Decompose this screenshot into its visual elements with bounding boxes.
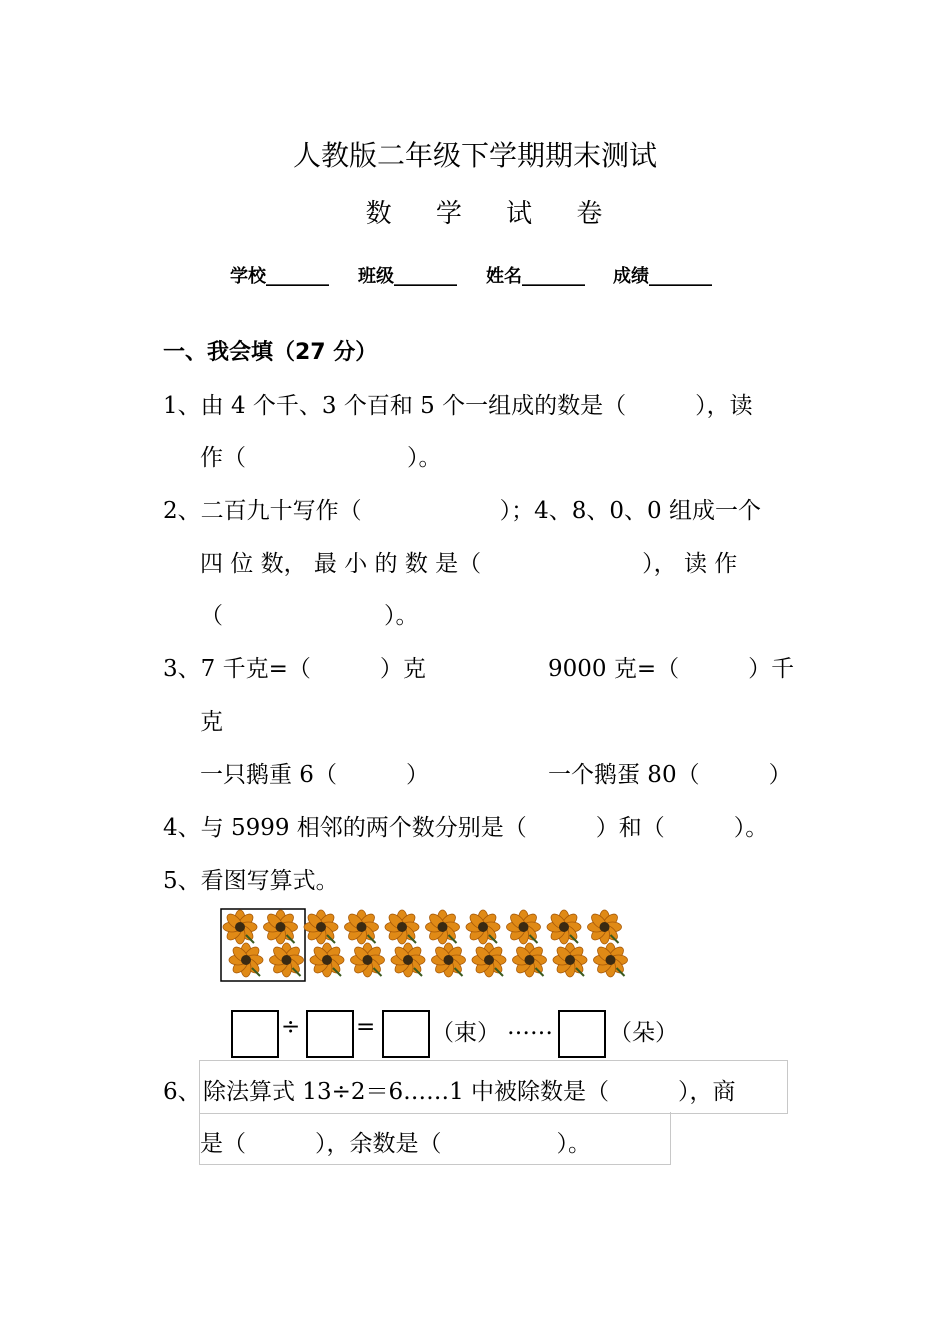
flower-icon <box>466 910 500 944</box>
equals-sign: = <box>356 1014 376 1040</box>
section-heading: 一、我会填（27 分） <box>163 340 378 365</box>
flower-icon <box>432 943 466 977</box>
flower-icon <box>547 910 581 944</box>
flower-icon <box>391 943 425 977</box>
flower-icon <box>304 910 338 944</box>
flower-icon <box>385 910 419 944</box>
flower-icon <box>264 910 298 944</box>
answer-box-divisor[interactable] <box>306 1010 354 1058</box>
question-3-part-b-cont: 克 <box>200 709 223 735</box>
question-2-line-3: （ ）。 <box>200 603 419 629</box>
question-4: 4、与 5999 相邻的两个数分别是（ ）和（ ）。 <box>163 815 769 841</box>
flower-icon <box>223 910 257 944</box>
flower-icon <box>513 943 547 977</box>
class-field[interactable]: 班级_______ <box>358 266 457 287</box>
flower-icon <box>472 943 506 977</box>
answer-box-remainder[interactable] <box>558 1010 606 1058</box>
flower-picture <box>220 908 680 984</box>
unit-flower-label: （朵） <box>609 1020 678 1046</box>
flower-icon <box>345 910 379 944</box>
division-sign: ÷ <box>281 1014 301 1040</box>
question-5: 5、看图写算式。 <box>163 868 339 894</box>
flower-icon <box>588 910 622 944</box>
school-field[interactable]: 学校_______ <box>230 266 329 287</box>
question-2-line-2: 四 位 数， 最 小 的 数 是（ ）， 读 作 <box>200 551 738 577</box>
question-6-number: 6、 <box>163 1079 201 1105</box>
question-6-line-1: 除法算式 13÷2＝6……1 中被除数是（ ），商 <box>203 1079 736 1105</box>
question-6-line-2: 是（ ），余数是（ ）。 <box>200 1131 591 1157</box>
answer-box-quotient[interactable] <box>382 1010 430 1058</box>
flower-icon <box>229 943 263 977</box>
flower-icon <box>351 943 385 977</box>
question-3-part-b: 9000 克=（ ）千 <box>548 656 795 682</box>
flower-icon <box>507 910 541 944</box>
page-subtitle: 数 学 试 卷 <box>365 199 621 229</box>
question-1-line-2: 作（ ）。 <box>200 445 442 471</box>
name-field[interactable]: 姓名_______ <box>486 266 585 287</box>
unit-bunch-label: （束） <box>431 1020 500 1046</box>
score-field[interactable]: 成绩_______ <box>613 266 712 287</box>
remainder-dots: …… <box>507 1014 553 1040</box>
flower-icon <box>594 943 628 977</box>
question-1-line-1: 1、由 4 个千、3 个百和 5 个一组成的数是（ ），读 <box>163 393 753 419</box>
question-3-part-d: 一个鹅蛋 80（ ） <box>548 762 792 788</box>
flower-icon <box>270 943 304 977</box>
flower-icon <box>310 943 344 977</box>
page-title: 人教版二年级下学期期末测试 <box>292 139 657 172</box>
question-3-part-c: 一只鹅重 6（ ） <box>200 762 429 788</box>
answer-box-dividend[interactable] <box>231 1010 279 1058</box>
question-3-part-a: 3、7 千克=（ ）克 <box>163 656 426 682</box>
question-2-line-1: 2、二百九十写作（ ）；4、8、0、0 组成一个 <box>163 498 761 524</box>
flower-icon <box>426 910 460 944</box>
flower-icon <box>553 943 587 977</box>
